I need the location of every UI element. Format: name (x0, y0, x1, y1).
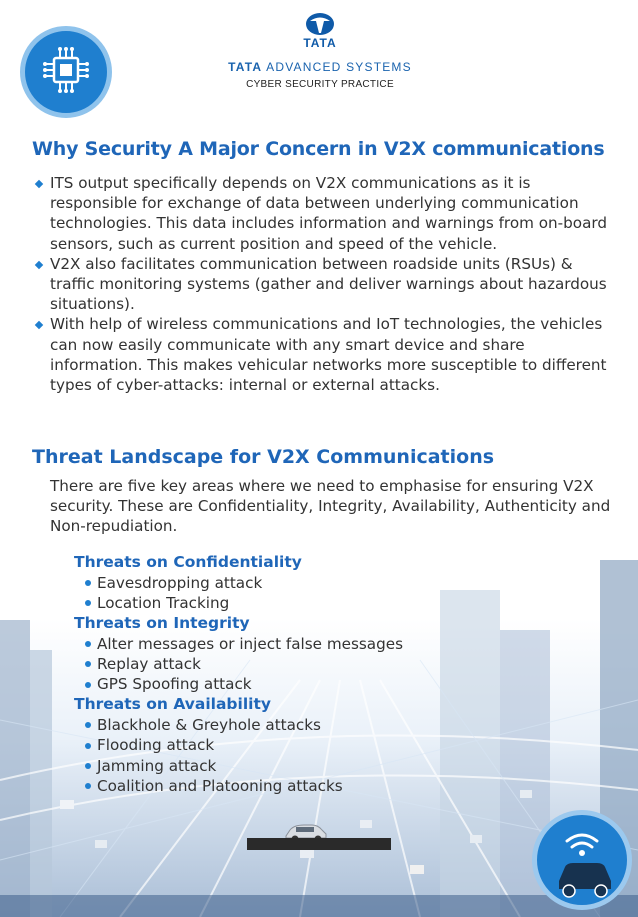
threat-item: Replay attack (84, 654, 494, 674)
threat-item: Blackhole & Greyhole attacks (84, 715, 494, 735)
bullet-item: V2X also facilitates communication between roadside units (RSUs) & traffic monitoring systems (gather and deliver warnings about hazardous situations). (34, 254, 614, 315)
threat-intro: There are five key areas where we need to emphasise for ensuring V2X security. These are Confidentiality, Integrity, Availability, Authenticity and Non-repudiation. (50, 477, 611, 536)
threat-groups (74, 552, 494, 796)
road-bar (247, 838, 391, 850)
threat-list (84, 715, 494, 796)
threat-group-availability (74, 694, 494, 796)
header (200, 12, 440, 90)
company-name (200, 60, 440, 74)
threat-item: Flooding attack (84, 735, 494, 755)
company-rest: ADVANCED SYSTEMS (266, 60, 412, 74)
chip-icon (41, 45, 91, 99)
tata-logo-icon (200, 12, 440, 36)
threat-list (84, 573, 494, 614)
threat-item: GPS Spoofing attack (84, 674, 494, 694)
logo-word: TATA (303, 36, 337, 50)
threat-item: Location Tracking (84, 593, 494, 613)
threat-group-heading: Threats on Availability (74, 695, 271, 714)
threat-item: Coalition and Platooning attacks (84, 776, 494, 796)
company-brand: TATA (228, 60, 263, 74)
bottom-badge (532, 810, 632, 910)
threat-group-integrity (74, 613, 494, 694)
threat-group-heading: Threats on Integrity (74, 614, 250, 633)
threat-group-confidentiality (74, 552, 494, 613)
connected-car-icon (537, 890, 627, 909)
threat-item: Eavesdropping attack (84, 573, 494, 593)
threat-group-heading: Threats on Confidentiality (74, 553, 302, 571)
top-badge (20, 26, 112, 118)
bullet-item: ITS output specifically depends on V2X communications as it is responsible for exchange of data between underlying communication technologies. This data includes information and warnings from on-board sensors, such as current position and speed of the vehicle. (34, 173, 614, 254)
practice-name: CYBER SECURITY PRACTICE (246, 79, 394, 90)
threat-item: Jamming attack (84, 756, 494, 776)
threat-list (84, 634, 494, 695)
section-title-threat-landscape: Threat Landscape for V2X Communications (32, 446, 495, 468)
concern-bullet-list (34, 173, 614, 395)
section-title-security-concern: Why Security A Major Concern in V2X communications (32, 138, 605, 160)
threat-item: Alter messages or inject false messages (84, 634, 494, 654)
bullet-item: With help of wireless communications and IoT technologies, the vehicles can now easily communicate with any smart device and share information. This makes vehicular networks more susceptible to different types of cyber-attacks: internal or external attacks. (34, 314, 614, 395)
